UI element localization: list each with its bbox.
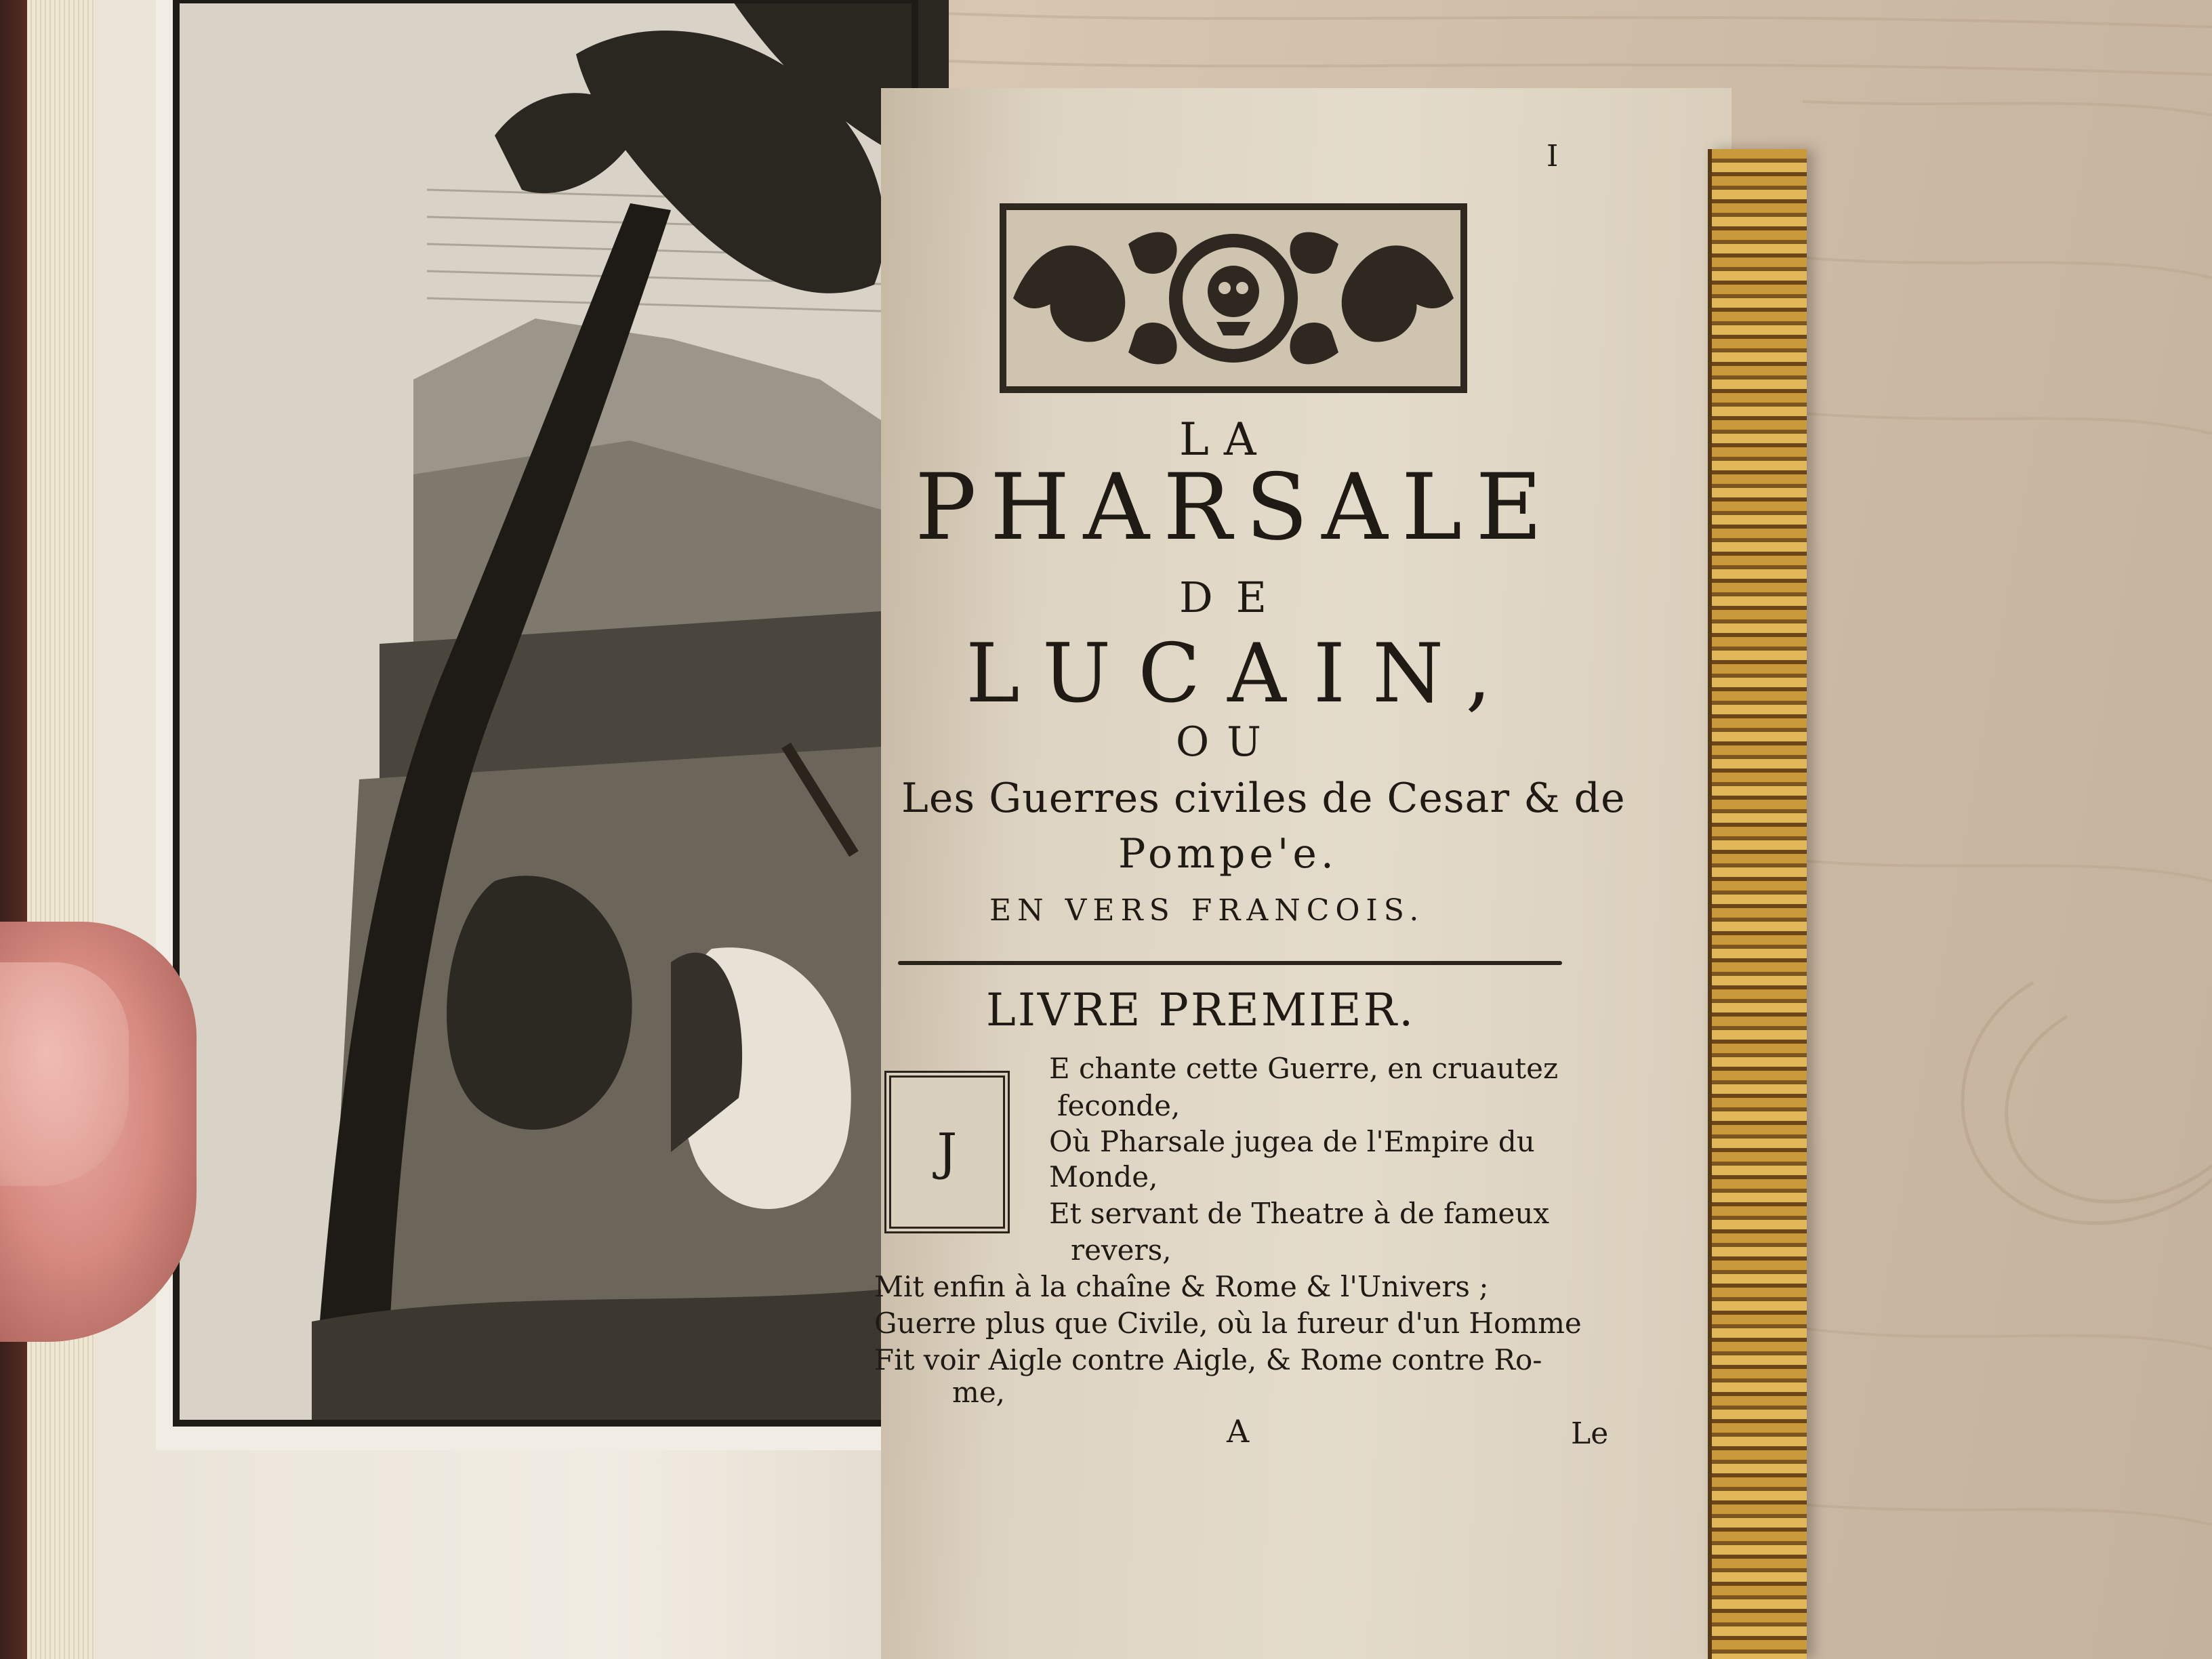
book-heading: LIVRE PREMIER.	[986, 984, 1416, 1036]
gilt-page-edge	[1708, 149, 1807, 1659]
title-article: LA	[1179, 413, 1271, 466]
subtitle-line-3: EN VERS FRANCOIS.	[989, 893, 1425, 928]
page-number: I	[1547, 139, 1559, 173]
verse-line: feconde,	[1057, 1089, 1181, 1122]
title-preposition: DE	[1179, 573, 1290, 622]
drop-cap-frame	[884, 1071, 1010, 1233]
verse-line: Et servant de Theatre à de fameux	[1049, 1197, 1550, 1230]
section-rule	[898, 961, 1562, 965]
title-conjunction: OU	[1176, 718, 1279, 766]
verse-line: Monde,	[1049, 1160, 1158, 1193]
author-name: LUCAIN,	[966, 627, 1519, 721]
drop-cap: J	[937, 1123, 958, 1181]
subtitle-line-1: Les Guerres civiles de Cesar & de	[901, 775, 1626, 822]
book-title: PHARSALE	[915, 454, 1556, 560]
subtitle-line-2: Pompe'e.	[1118, 830, 1338, 878]
engraving-illustration	[156, 0, 949, 1450]
verse-line: Fit voir Aigle contre Aigle, & Rome contre Ro-	[874, 1343, 1542, 1376]
verse-line: Où Pharsale jugea de l'Empire du	[1049, 1125, 1535, 1158]
verse-line: Mit enfin à la chaîne & Rome & l'Univers ;	[874, 1270, 1489, 1303]
ornamental-headpiece	[1000, 203, 1467, 393]
catchword: Le	[1571, 1416, 1609, 1451]
thumbnail	[0, 962, 129, 1186]
verse-line: revers,	[1071, 1233, 1172, 1267]
verse-line: Guerre plus que Civile, où la fureur d'un Homme	[874, 1307, 1582, 1340]
verse-line: E chante cette Guerre, en cruautez	[1049, 1052, 1559, 1085]
signature-mark: A	[1227, 1413, 1250, 1450]
verse-line: me,	[952, 1376, 1006, 1409]
